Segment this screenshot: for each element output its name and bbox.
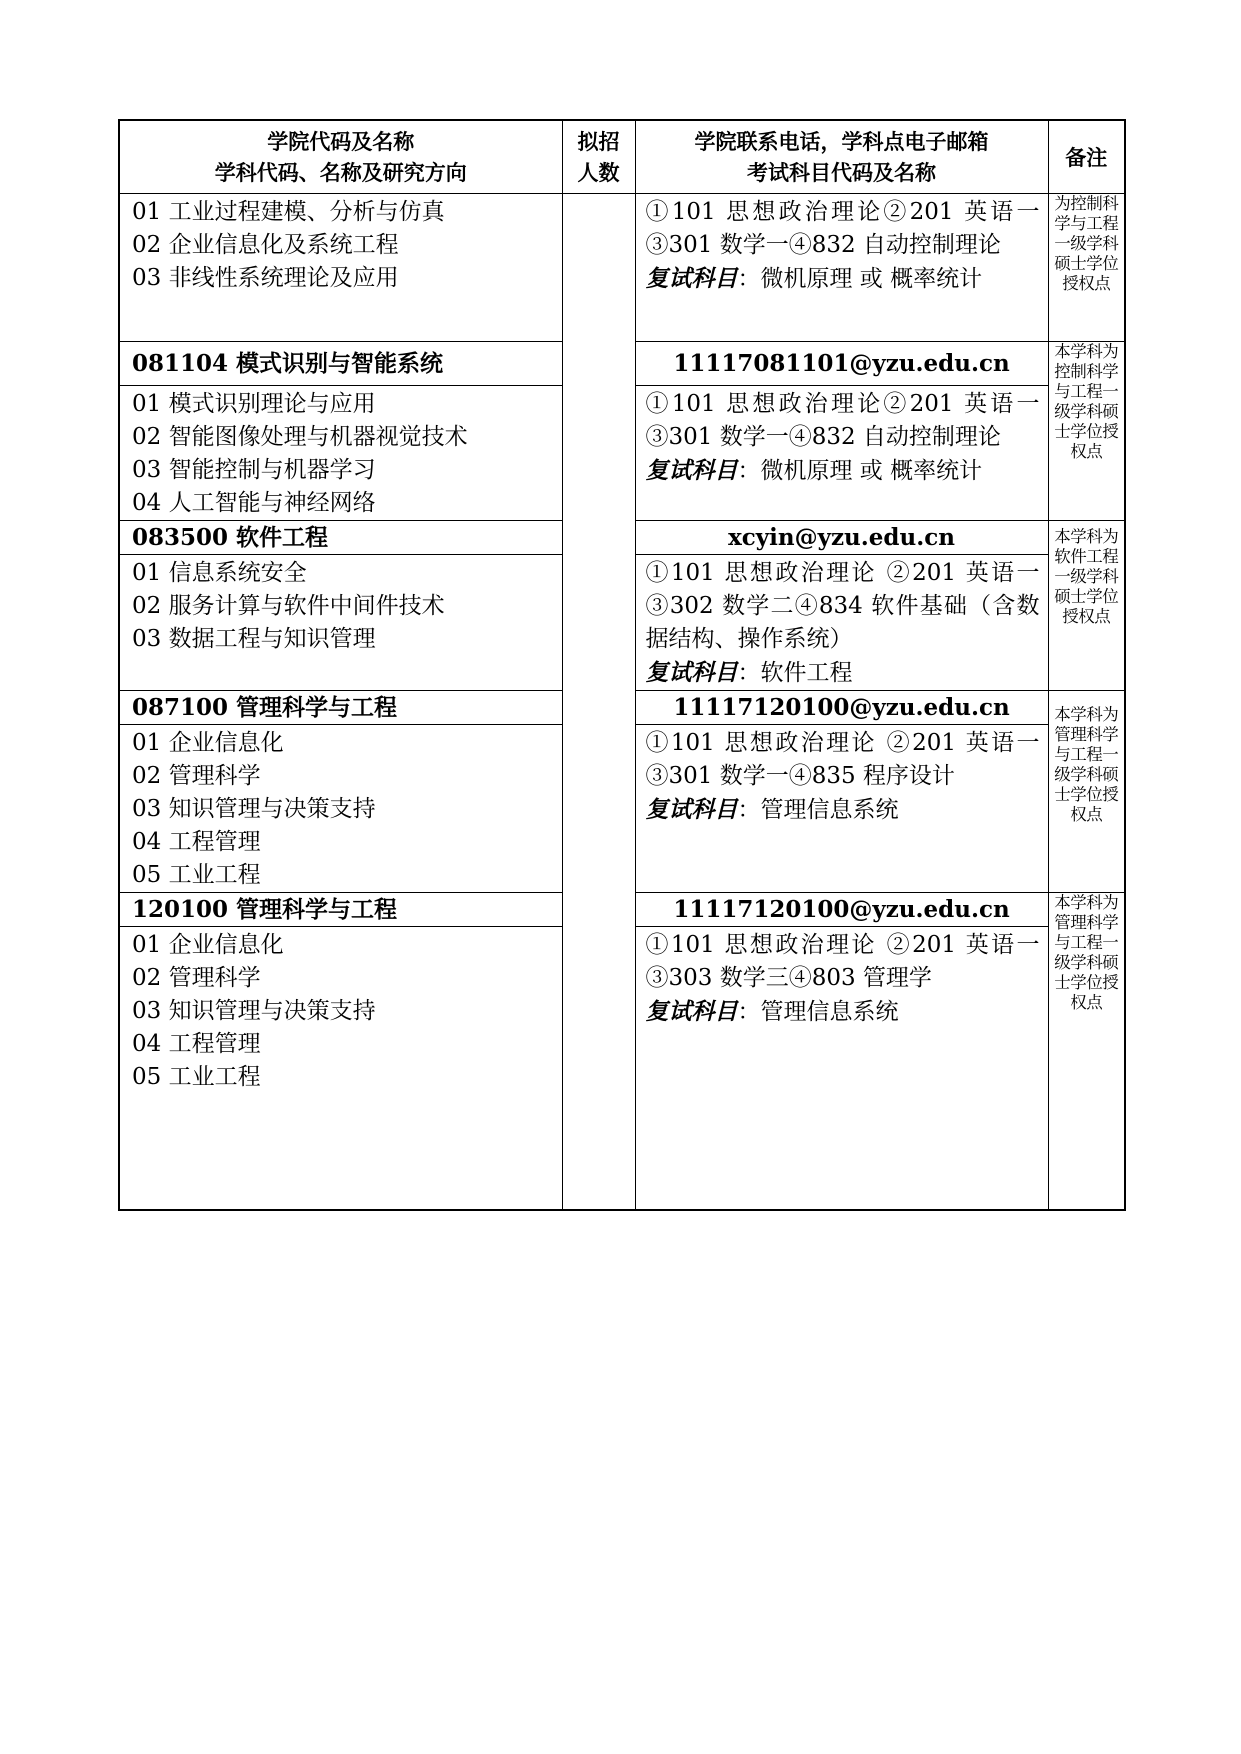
- direction-item: 03 智能控制与机器学习: [132, 457, 376, 483]
- retest-subjects: ：微机原理 或 概率统计: [737, 458, 983, 484]
- header-col-quota-line2: 人数: [577, 160, 620, 185]
- direction-item: 04 工程管理: [132, 1031, 261, 1057]
- exam-subjects: ①101 思想政治理论②201 英语一③301 数学一④832 自动控制理论: [645, 391, 1040, 450]
- subject-email: 11117081101@yzu.edu.cn: [673, 350, 1010, 377]
- header-col-note: [1048, 120, 1125, 194]
- section-1-note: [1048, 342, 1125, 521]
- header-col-program-line2: 学科代码、名称及研究方向: [214, 160, 467, 185]
- retest-subjects: ：管理信息系统: [737, 797, 899, 823]
- section-2-note: [1048, 521, 1125, 691]
- exam-subjects: ①101 思想政治理论②201 英语一③301 数学一④832 自动控制理论: [645, 199, 1040, 258]
- section-4-note: [1048, 893, 1125, 1210]
- subject-title: 087100 管理科学与工程: [132, 694, 398, 721]
- note-text: 为控制科学与工程一级学科硕士学位授权点: [1054, 194, 1119, 293]
- header-col-note-text: 备注: [1065, 144, 1108, 170]
- section-4-directions: [119, 927, 562, 1210]
- section-2-exam: [635, 555, 1048, 691]
- exam-subjects: ①101 思想政治理论 ②201 英语一 ③303 数学三④803 管理学: [645, 932, 1040, 991]
- header-col-exam-line1: 学院联系电话，学科点电子邮箱: [694, 129, 989, 154]
- section-1-directions: [119, 386, 562, 521]
- header-col-exam-line2: 考试科目代码及名称: [747, 160, 936, 185]
- section-2-email: [635, 521, 1048, 555]
- direction-item: 04 工程管理: [132, 829, 261, 855]
- section-4-title: [119, 893, 562, 927]
- direction-item: 02 管理科学: [132, 965, 261, 991]
- section-2-title: [119, 521, 562, 555]
- subject-email: 11117120100@yzu.edu.cn: [673, 694, 1010, 721]
- note-text: 本学科为软件工程一级学科硕士学位授权点: [1054, 527, 1119, 626]
- section-0-exam: [635, 194, 1048, 342]
- header-col-quota-line1: 拟招: [577, 129, 620, 154]
- retest-subjects: ：软件工程: [737, 660, 853, 686]
- subject-email: 11117120100@yzu.edu.cn: [673, 896, 1010, 923]
- section-2-directions: [119, 555, 562, 691]
- section-3-email: [635, 691, 1048, 725]
- header-col-program-line1: 学院代码及名称: [267, 129, 415, 154]
- section-0-directions: [119, 194, 562, 342]
- note-text: 本学科为控制科学与工程一级学科硕士学位授权点: [1054, 342, 1119, 461]
- section-1-email: [635, 342, 1048, 386]
- subject-title: 120100 管理科学与工程: [132, 896, 398, 923]
- subject-title: 081104 模式识别与智能系统: [132, 350, 444, 377]
- admissions-table: [118, 119, 1126, 1211]
- retest-subjects: ：管理信息系统: [737, 999, 899, 1025]
- section-0-body: [119, 194, 1125, 342]
- retest-label: 复试科目: [645, 796, 738, 823]
- section-3-directions: [119, 725, 562, 893]
- direction-item: 01 模式识别理论与应用: [132, 391, 376, 417]
- section-3-title: [119, 691, 562, 725]
- exam-subjects: ①101 思想政治理论 ②201 英语一③301 数学一④835 程序设计: [645, 730, 1040, 789]
- section-4-email: [635, 893, 1048, 927]
- header-col-program: [119, 120, 562, 194]
- direction-item: 02 管理科学: [132, 763, 261, 789]
- section-0-note: [1048, 194, 1125, 342]
- header-col-quota: [562, 120, 635, 194]
- direction-item: 01 工业过程建模、分析与仿真: [132, 199, 445, 225]
- direction-item: 04 人工智能与神经网络: [132, 490, 376, 516]
- quota-cell: [562, 194, 635, 1210]
- retest-label: 复试科目: [645, 998, 738, 1025]
- direction-item: 02 服务计算与软件中间件技术: [132, 593, 445, 619]
- subject-title: 083500 软件工程: [132, 524, 329, 551]
- note-text: 本学科为管理科学与工程一级学科硕士学位授权点: [1054, 705, 1119, 824]
- retest-label: 复试科目: [645, 659, 738, 686]
- direction-item: 05 工业工程: [132, 862, 261, 888]
- retest-subjects: ：微机原理 或 概率统计: [737, 266, 983, 292]
- header-col-exam: [635, 120, 1048, 194]
- subject-email: xcyin@yzu.edu.cn: [728, 524, 955, 551]
- section-1-title: [119, 342, 562, 386]
- retest-label: 复试科目: [645, 457, 738, 484]
- direction-item: 03 知识管理与决策支持: [132, 796, 376, 822]
- exam-subjects: ①101 思想政治理论 ②201 英语一 ③302 数学二④834 软件基础（含数据结构、操作系统）: [645, 560, 1040, 652]
- direction-item: 01 企业信息化: [132, 932, 284, 958]
- section-3-note: [1048, 691, 1125, 893]
- direction-item: 01 企业信息化: [132, 730, 284, 756]
- section-3-exam: [635, 725, 1048, 893]
- direction-item: 03 数据工程与知识管理: [132, 626, 376, 652]
- direction-item: 03 知识管理与决策支持: [132, 998, 376, 1024]
- section-4-exam: [635, 927, 1048, 1210]
- retest-label: 复试科目: [645, 265, 738, 292]
- direction-item: 02 智能图像处理与机器视觉技术: [132, 424, 468, 450]
- direction-item: 01 信息系统安全: [132, 560, 307, 586]
- direction-item: 02 企业信息化及系统工程: [132, 232, 399, 258]
- header-row: [119, 120, 1125, 194]
- direction-item: 05 工业工程: [132, 1064, 261, 1090]
- section-1-exam: [635, 386, 1048, 521]
- note-text: 本学科为管理科学与工程一级学科硕士学位授权点: [1054, 893, 1119, 1012]
- direction-item: 03 非线性系统理论及应用: [132, 265, 399, 291]
